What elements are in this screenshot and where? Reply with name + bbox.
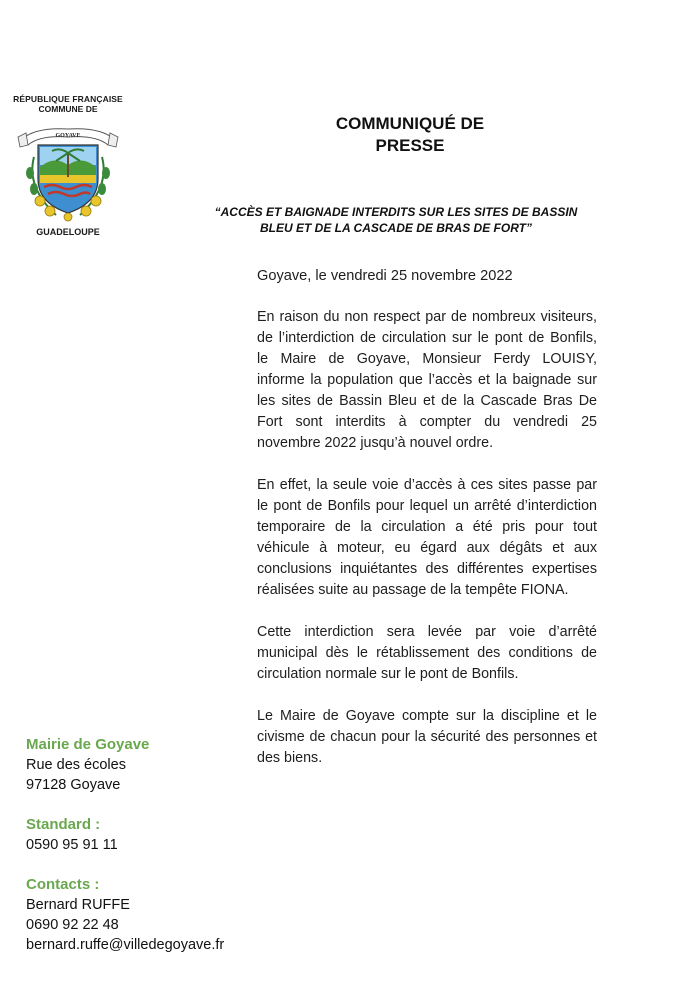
contact-block: [26, 735, 286, 955]
address-line-2: 97128 Goyave: [26, 777, 121, 793]
address-line-1: Rue des écoles: [26, 757, 126, 773]
paragraph-3: Cette interdiction sera levée par voie d’arrêté municipal dès le rétablissement des conditions de circulation normale sur le pont de Bonfils.: [257, 624, 597, 682]
banner-text: GOYAVE: [55, 133, 81, 139]
republique-label: RÉPUBLIQUE FRANÇAISE: [13, 94, 123, 104]
paragraph-1: En raison du non respect par de nombreux visiteurs, de l’interdiction de circulation sur le pont de Bonfils, le Maire de Goyave, Monsieur Ferdy LOUISY, informe la population que l’accès et la baignade sur les sites de Bassin Bleu et de la Cascade Bras De Fort sont interdits à compter du vendredi 25 novembre 2022 jusqu’à nouvel ordre.: [257, 309, 597, 451]
subtitle: [186, 204, 606, 236]
date-line: Goyave, le vendredi 25 novembre 2022: [257, 268, 513, 284]
standard-title: Standard :: [26, 816, 101, 833]
paragraph-4: Le Maire de Goyave compte sur la discipline et le civisme de chacun pour la sécurité des personnes et des biens.: [257, 708, 597, 766]
paragraph-2: En effet, la seule voie d’accès à ces sites passe par le pont de Bonfils pour lequel un arrêté d’interdiction temporaire de la circulation a été pris pour tout véhicule à moteur, eu égard aux dégâts et aux conclusions inquiétantes des différentes expertises réalisées suite au passage de la tempête FIONA.: [257, 477, 597, 598]
contact-email[interactable]: bernard.ruffe@villedegoyave.fr: [26, 937, 225, 953]
body-text: [257, 266, 597, 790]
subtitle-line-1: “ACCÈS ET BAIGNADE INTERDITS SUR LES SITES DE BASSIN: [214, 205, 578, 219]
contact-name: Bernard RUFFE: [26, 897, 130, 913]
region-label: GUADELOUPE: [36, 227, 100, 237]
commune-label: COMMUNE DE: [38, 104, 98, 114]
standard-phone: 0590 95 91 11: [26, 837, 118, 853]
header-emblem: [12, 94, 124, 237]
contacts-title: Contacts :: [26, 876, 100, 893]
contact-phone: 0690 92 22 48: [26, 917, 119, 933]
subtitle-line-2: BLEU ET DE LA CASCADE DE BRAS DE FORT”: [259, 221, 532, 235]
title-line-2: PRESSE: [375, 136, 445, 155]
mairie-title: Mairie de Goyave: [26, 736, 150, 753]
coat-of-arms-icon: [16, 117, 120, 223]
title-line-1: COMMUNIQUÉ DE: [335, 114, 485, 133]
page-title: [300, 113, 520, 157]
